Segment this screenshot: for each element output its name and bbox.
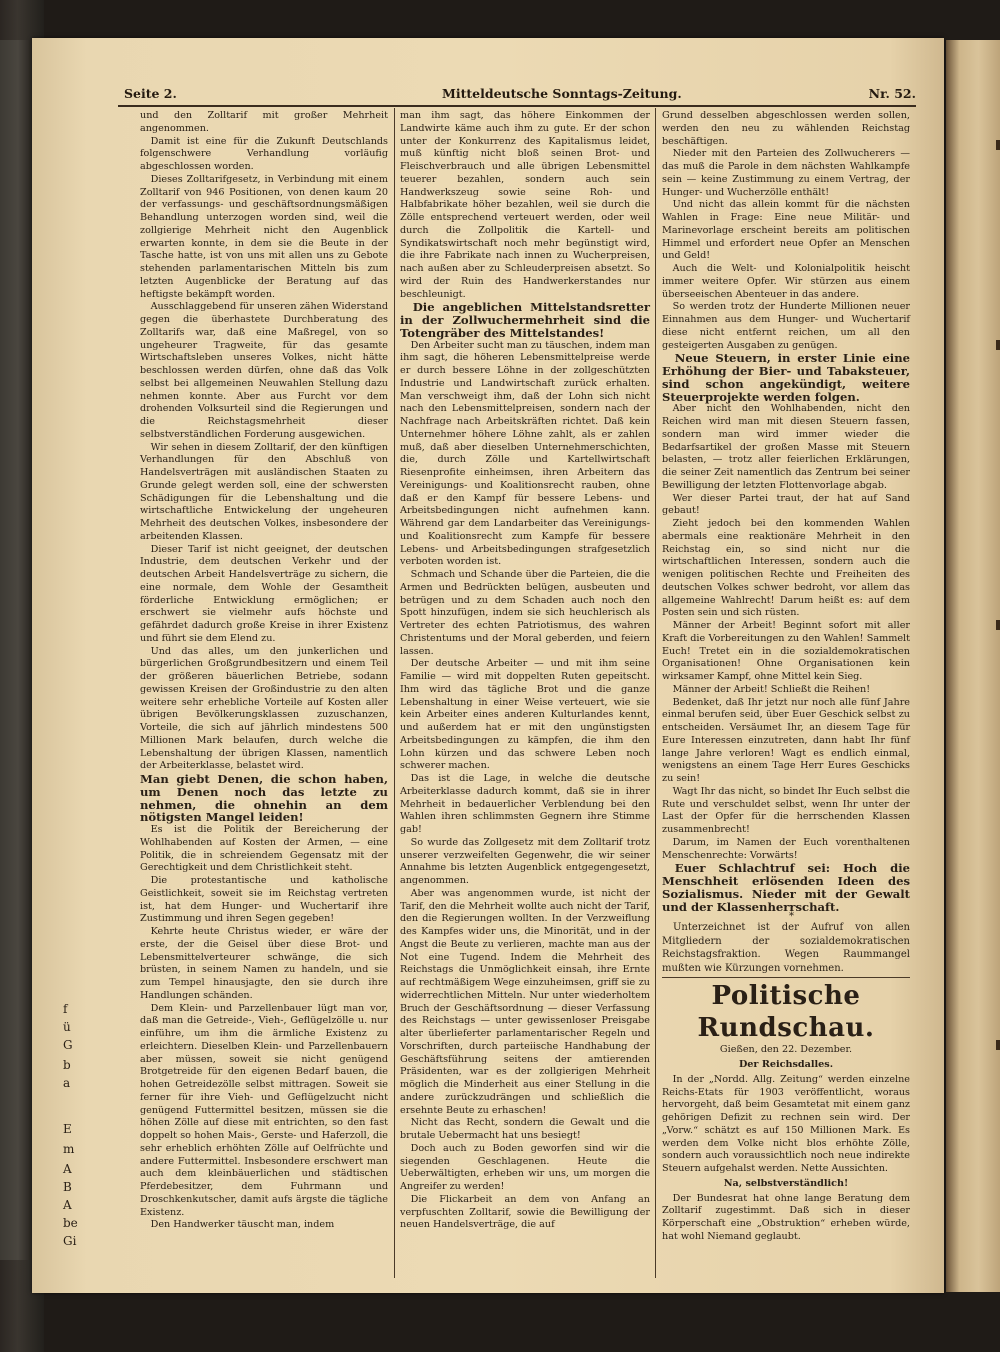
paragraph: und den Zolltarif mit großer Mehrheit angenommen. xyxy=(140,110,388,134)
bold-statement: Neue Steuern, in erster Linie eine Erhöhung der Bier- und Tabaksteuer, sind schon angekündigt, weitere Steuerprojekte werden folgen. xyxy=(662,351,910,404)
column-2 xyxy=(400,110,650,1232)
paragraph: Aber was angenommen wurde, ist nicht der Tarif, den die Mehrheit wollte auch nicht der Tarif, den die Regierungen wollten. In der Verzweiflung des Kampfes wider uns, die Minorität, und in der Angst die Beute zu verlieren, machte man aus der Not eine Tugend. Indem die Mehrheit des Reichstags die Unmöglichkeit einsah, ihre Ernte auf rechtmäßigem Wege einzuheimsen, griff sie zu widerrechtlichen Mitteln. Nur unter wiederholtem Bruch der Geschäftsordnung — dieser Verfassung des Reichstags — unter gewissenloser Preisgabe alter überlieferter parlamentarischer Regeln und Vorschriften, durch parteiische Handhabung der Geschäftsführung seitens der amtierenden Präsidenten, war es der zollgierigen Mehrheit möglich die Minderheit aus einer Stellung in die andere zurückzudrängen und schließlich die ersehnte Beute zu erhaschen! xyxy=(400,887,650,1116)
paragraph: Wir sehen in diesem Zolltarif, der den künftigen Verhandlungen für den Abschluß von Handelsverträgen mit ausländischen Staaten zu Grunde gelegt werden soll, eine der schwersten Schädigungen für die Lebenshaltung und die wirtschaftliche Entwickelung der ungeheuren Mehrheit des deutschen Volkes, insbesondere der arbeitenden Klassen. xyxy=(140,441,388,542)
paragraph: Dem Klein- und Parzellenbauer lügt man vor, daß man die Getreide-, Vieh-, Geflügelzölle u. nur einführe, um ihm die ärmliche Existenz zu erleichtern. Dieselben Klein- und Parzellenbauern aber müssen, soweit sie nicht genügend Brotgetreide für den eigenen Bedarf bauen, die hohen Getreidezölle selbst mittragen. Soweit sie ferner für ihre Vieh- und Geflügelzucht nicht genügend Futtermittel besitzen, müssen sie die höhen Zölle auf diese mit entrichten, so den fast doppelt so hohen Mais-, Gerste- und Haferzoll, die sehr erheblich erhöhten Zölle auf Oelfrüchte und andere Futtermittel. Insbesondere erschwert man auch dem kleinbäuerlichen und städtischen Pferdebesitzer, dem Fuhrmann und Droschkenkutscher, damit aufs ärgste die tägliche Existenz. xyxy=(140,1002,388,1218)
paragraph: Grund desselben abgeschlossen werden sollen, werden den neu zu wählenden Reichstag beschäftigen. xyxy=(662,110,910,147)
paragraph: Wagt Ihr das nicht, so bindet Ihr Euch selbst die Rute und verschuldet selbst, wenn Ihr unter der Last der Opfer für die herrschenden Klassen zusammenbrecht! xyxy=(662,785,910,835)
paragraph: Den Handwerker täuscht man, indem xyxy=(150,1219,335,1231)
paragraph: Bedenket, daß Ihr jetzt nur noch alle fünf Jahre einmal berufen seid, über Euer Geschick selbst zu entscheiden. Versäumet Ihr, an diesem Tage für Eure Interessen einzutreten, dann habt Ihr fünf lange Jahre verloren! Wagt es endlich einmal, wenigstens an einem Tage Herr Eures Geschicks zu sein! xyxy=(662,696,910,784)
facing-page-edge xyxy=(946,40,1000,1292)
paragraph: Männer der Arbeit! Beginnt sofort mit aller Kraft die Vorbereitungen zu den Wahlen! Sammelt Euch! Tretet ein in die sozialdemokratischen Organisationen! Ohne Organisationen kein wirksamer Kampf, ohne Mittel kein Sieg. xyxy=(662,620,910,682)
paragraph: Männer der Arbeit! Schließt die Reihen! xyxy=(672,683,871,695)
margin-letter: ü xyxy=(63,1020,71,1034)
page-header xyxy=(124,86,916,104)
footnote: Unterzeichnet ist der Aufruf von allen Mitgliedern der sozialdemokratischen Reichstagsfraktion. Wegen Raummangel mußten wie Kürzungen vornehmen. xyxy=(662,922,910,974)
paragraph: Die Flickarbeit an dem von Anfang an verpfuschten Zolltarif, sowie die Bewilligung der neuen Handelsverträge, die auf xyxy=(400,1193,650,1231)
article-heading: Na, selbstverständlich! xyxy=(723,1177,849,1189)
margin-letter: be xyxy=(63,1216,78,1230)
section-title: Politische Rundschau. xyxy=(697,981,875,1044)
dateline: Gießen, den 22. Dezember. xyxy=(719,1044,853,1056)
margin-letter: A xyxy=(63,1198,72,1212)
paragraph: Auch die Welt- und Kolonialpolitik heischt immer weitere Opfer. Wir stürzen aus einem überseeischen Abenteuer in das andere. xyxy=(662,263,910,300)
bold-statement: Man giebt Denen, die schon haben, um Denen noch das letzte zu nehmen, die ohnehin an dem nötigsten Mangel leiden! xyxy=(140,772,388,825)
paragraph: In der „Nordd. Allg. Zeitung“ werden einzelne Reichs-Etats für 1903 veröffentlicht, woraus hervorgeht, daß beim Gesamtetat mit einem ganz gehörigen Defizit zu rechnen sein wird. Der „Vorw.“ schätzt es auf 150 Millionen Mark. Es werden dem Volke nicht blos erhöhte Zölle, sondern auch voraussichtlich noch neue indirekte Steuern aufgehalst werden. Nette Aussichten. xyxy=(662,1073,910,1174)
paragraph: Doch auch zu Boden geworfen sind wir die siegenden Geschlagenen. Heute die Ueberwältigten, erheben wir uns, um morgen die Angreifer zu werden! xyxy=(400,1142,650,1192)
paragraph: Den Arbeiter sucht man zu täuschen, indem man ihm sagt, die höheren Lebensmittelpreise werde er durch bessere Löhne in der zollgeschützten Industrie und Landwirtschaft zurück erhalten. Man verschweigt ihm, daß der Lohn sich nicht nach den Lebensmittelpreisen, sondern nach der Nachfrage nach Arbeitskräften richtet. Daß kein Unternehmer höhere Löhne zahlt, als er zahlen muß, daß aber dieselben Unternehmerschichten, die, durch Zölle und Kartellwirtschaft Riesenprofite einheimsen, ihren Arbeitern das Vereinigungs- und Koalitionsrecht rauben, ohne daß er den Kampf für bessere Lebens- und Arbeitsbedingungen nicht aufnehmen kann. Während gar dem Landarbeiter das Vereinigungs- und Koalitionsrecht zum Kampfe für bessere Lebens- und Arbeitsbedingungen strafgesetzlich verboten worden ist. xyxy=(400,339,650,568)
paragraph: Der Bundesrat hat ohne lange Beratung dem Zolltarif zugestimmt. Daß sich in dieser Körperschaft eine „Obstruktion“ erheben würde, hat wohl Niemand geglaubt. xyxy=(662,1192,910,1242)
paragraph: Die protestantische und katholische Geistlichkeit, soweit sie im Reichstag vertreten ist, hat dem Hunger- und Wuchertarif ihre Zustimmung und ihren Segen gegeben! xyxy=(140,875,388,925)
paragraph: Und nicht das allein kommt für die nächsten Wahlen in Frage: Eine neue Militär- und Marinevorlage erscheint bereits am politischen Himmel und erfordert neue Opfer an Menschen und Geld! xyxy=(662,199,910,262)
margin-letter: m xyxy=(63,1142,75,1156)
column-1 xyxy=(140,110,388,1232)
newspaper-title: Mitteldeutsche Sonntags-Zeitung. xyxy=(442,86,682,101)
paragraph: Nieder mit den Parteien des Zollwucherers — das muß die Parole in dem nächsten Wahlkampfe sein — keine Zustimmung zu einem Vertrag, der Hunger- und Wucherzölle enthält! xyxy=(662,148,910,198)
paragraph: Schmach und Schande über die Parteien, die die Armen und Bedrückten belügen, ausbeuten und betrügen und zu dem Schaden auch noch den Spott hinzufügen, indem sie sich heuchlerisch als Vertreter des echten Patriotismus, des wahren Christentums und der Moral geberden, und feiern lassen. xyxy=(400,569,650,657)
paragraph: man ihm sagt, das höhere Einkommen der Landwirte käme auch ihm zu gute. Er der schon unter der Konkurrenz des Kapitalismus leidet, muß künftig nicht bloß seinen Brot- und Fleischverbrauch und alle übrigen Lebensmittel teuerer bezahlen, sondern auch sein Handwerkszeug sowie seine Roh- und Halbfabrikate höher bezahlen, weil sie durch die Zölle entsprechend verteuert werden, oder weil durch die Zollpolitik die Kartell- und Syndikatswirtschaft noch mehr begünstigt wird, die ihre Fabrikate nach innen zu Wucherpreisen, nach außen aber zu Schleuderpreisen absetzt. So wird der Ruin des Handwerkerstandes nur beschleunigt. xyxy=(400,110,650,300)
column-divider xyxy=(394,108,395,1278)
margin-letter: B xyxy=(63,1180,72,1194)
margin-letter: b xyxy=(63,1058,71,1072)
column-3 xyxy=(662,110,910,1244)
paragraph: Der deutsche Arbeiter — und mit ihm seine Familie — wird mit doppelten Ruten gepeitscht. Ihm wird das tägliche Brot und die ganze Lebenshaltung in einer Weise verteuert, wie sie kein Arbeiter eines anderen Kulturlandes kennt, und außerdem hat er mit den ungünstigsten Arbeitsbedingungen zu kämpfen, die ihm den Lohn kürzen und das schwere Leben noch schwerer machen. xyxy=(400,658,650,772)
bold-statement: Die angeblichen Mittelstandsretter in der Zollwuchermehrheit sind die Totengräber des Mittelstandes! xyxy=(400,300,650,340)
paragraph: Ausschlaggebend für unseren zähen Widerstand gegen die überhastete Durchberatung des Zolltarifs war, daß eine Maßregel, von so ungeheurer Tragweite, für das gesamte Wirtschaftsleben unseres Volkes, nicht hätte beschlossen werden dürfen, ohne daß das Volk selbst bei allgemeinen Neuwahlen Stellung dazu nehmen konnte. Aber aus Furcht vor dem drohenden Volksurteil sind die Regierungen und die Reichstagsmehrheit dieser selbstverständlichen Forderung ausgewichen. xyxy=(140,301,388,440)
paragraph: Kehrte heute Christus wieder, er wäre der erste, der die Geisel über diese Brot- und Lebensmittelverteurer schwänge, die sich brüsten, in seinem Namen zu handeln, und sie zum Tempel hinausjagte, den sie durch ihre Handlungen schänden. xyxy=(140,926,388,1001)
paragraph: Es ist die Politik der Bereicherung der Wohlhabenden auf Kosten der Armen, — eine Politik, die in schreiendem Gegensatz mit der Gerechtigkeit und dem Christlichkeit steht. xyxy=(140,824,388,874)
book-cover-edge xyxy=(0,40,30,1260)
paragraph: Dieser Tarif ist nicht geeignet, der deutschen Industrie, dem deutschen Verkehr und der deutschen Arbeit Handelsverträge zu sichern, die eine normale, dem Wohle der Gesamtheit förderliche Entwicklung ermöglichen; er erschwert sie vielmehr aufs höchste und gefährdet dadurch große Kreise in ihrer Existenz und führt sie dem Elend zu. xyxy=(140,543,388,644)
paragraph: So werden trotz der Hunderte Millionen neuer Einnahmen aus dem Hunger- und Wuchertarif diese nicht entfernt reichen, um all den gesteigerten Ausgaben zu genügen. xyxy=(662,301,910,351)
paragraph: Aber nicht den Wohlhabenden, nicht den Reichen wird man mit diesen Steuern fassen, sondern man wird immer wieder die Bedarfsartikel der großen Masse mit Steuern belasten, — trotz aller feierlichen Erklärungen, die seiner Zeit namentlich das Zentrum bei seiner Bewilligung der letzten Flottenvorlage abgab. xyxy=(662,403,910,491)
margin-letter: f xyxy=(63,1002,68,1016)
margin-letter: G xyxy=(63,1038,73,1052)
margin-letter: Gi xyxy=(63,1234,77,1248)
article-heading: Der Reichsdalles. xyxy=(738,1059,834,1070)
column-divider xyxy=(655,108,656,1278)
paragraph: So wurde das Zollgesetz mit dem Zolltarif trotz unserer verzweifelten Gegenwehr, die wir seiner Annahme bis letzten Augenblick entgegengesetzt, angenommen. xyxy=(400,836,650,886)
margin-letter: a xyxy=(63,1076,71,1090)
paragraph: Wer dieser Partei traut, der hat auf Sand gebaut! xyxy=(662,492,910,517)
section-rule xyxy=(662,977,910,978)
paragraph: Zieht jedoch bei den kommenden Wahlen abermals eine reaktionäre Mehrheit in den Reichstag ein, so sind nicht nur die wirtschaftlichen Interessen, sondern auch die wenigen politischen Rechte und Freiheiten des deutschen Volkes schwer bedroht, vor allem das allgemeine Wahlrecht! Darum heißt es: auf dem Posten sein und sich rüsten. xyxy=(662,518,910,619)
separator-star: * xyxy=(789,911,794,923)
paragraph: Darum, im Namen der Euch vorenthaltenen Menschenrechte: Vorwärts! xyxy=(662,836,910,861)
paragraph: Dieses Zolltarifgesetz, in Verbindung mit einem Zolltarif von 946 Positionen, von denen kaum 20 der verfassungs- und geschäftsordnungsmäßigen Behandlung unterzogen worden sind, weil die zollgierige Mehrheit nicht den Augenblick erwarten konnte, in dem sie die Beute in der Tasche hatte, ist von uns mit allen uns zu Gebote stehenden parlamentarischen Mitteln bis zum letzten Augenblicke der Beratung auf das heftigste bekämpft worden. xyxy=(140,173,388,300)
issue-number: Nr. 52. xyxy=(868,86,916,101)
margin-letter: A xyxy=(63,1162,72,1176)
header-rule xyxy=(118,105,916,107)
paragraph: Nicht das Recht, sondern die Gewalt und die brutale Uebermacht hat uns besiegt! xyxy=(400,1117,650,1141)
margin-letter: E xyxy=(63,1122,72,1136)
paragraph: Damit ist eine für die Zukunft Deutschlands folgenschwere Verhandlung vorläufig abgeschlossen worden. xyxy=(140,135,388,172)
paragraph: Das ist die Lage, in welche die deutsche Arbeiterklasse dadurch kommt, daß sie in ihrer Mehrheit in bedauerlicher Verblendung bei den Wahlen ihren schlimmsten Gegnern ihre Stimme gab! xyxy=(400,773,650,835)
page-number: Seite 2. xyxy=(124,86,177,101)
paragraph: Und das alles, um den junkerlichen und bürgerlichen Großgrundbesitzern und einem Teil der größeren bäuerlichen Betriebe, sodann gewissen Kreisen der Großindustrie zu den alten weitere sehr erhebliche Vorteile auf Kosten aller übrigen Bevölkerungsklassen zuzuschanzen, Vorteile, die sich auf jährlich mindestens 500 Millionen Mark belaufen, durch welche die Lebenshaltung der übrigen Klassen, namentlich der Arbeiterklasse, belastet wird. xyxy=(140,645,388,772)
bold-statement: Euer Schlachtruf sei: Hoch die Menschheit erlösenden Ideen des Sozialismus. Nieder mit der Gewalt und der Klassenherrschaft. xyxy=(662,861,910,914)
